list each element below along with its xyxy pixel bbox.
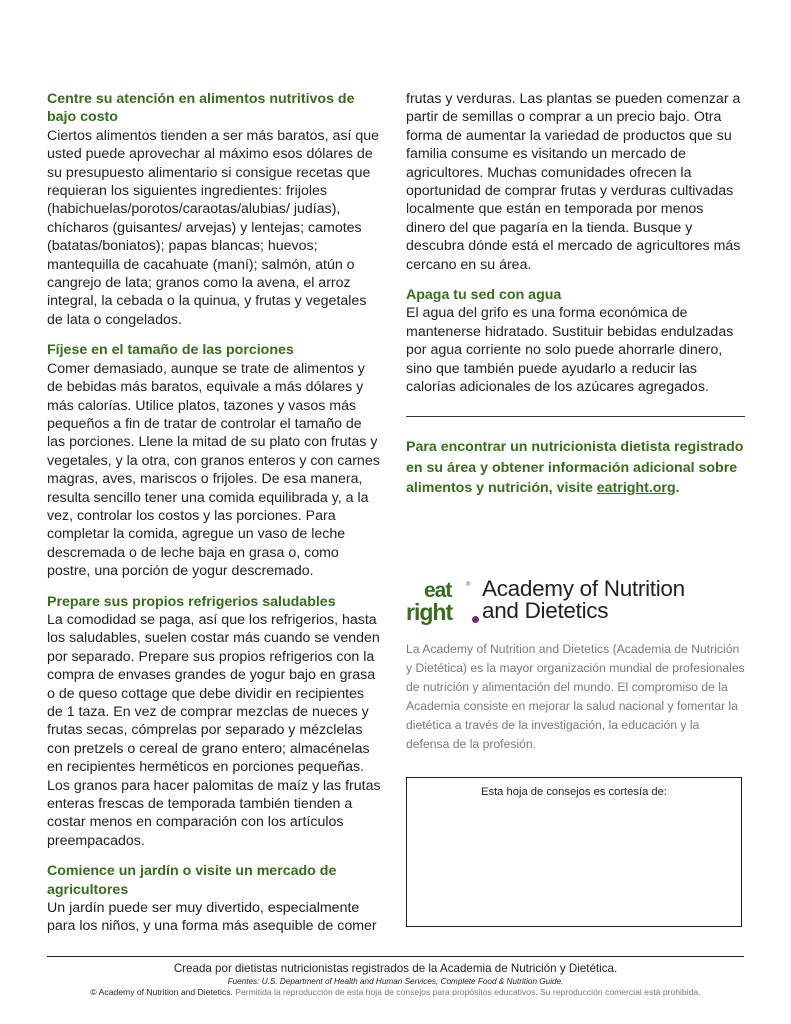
logo-line-2: and Dietetics [482,598,609,623]
footer-divider [47,956,744,957]
section-heading: Apaga tu sed con agua [406,287,562,304]
logo-right-text: right [406,599,453,625]
section-heading: Fíjese en el tamaño de las porciones [47,342,294,359]
section-nutritious-foods [47,90,383,329]
footer-credit: Creada por dietistas nutricionistas registrados de la Academia de Nutrición y Dietética. [173,962,618,975]
section-body: frutas y verduras. Las plantas se pueden comenzar a partir de semillas o comprar a un precio bajo. Otra forma de aumentar la variedad de productos que su familia consume es visitando un mercado de agricultores. Muchas comunidades ofrecen la oportunidad de comprar frutas y verduras cultivadas localmente que están en temporada por menos dinero del que pagaría en la tienda. Busque y descubra dónde está el mercado de agricultores más cercano en su área. [406,91,741,273]
about-academy: La Academy of Nutrition and Dietetics (Academia de Nutrición y Dietética) es la mayor organización mundial de profesionales de nutrición y alimentación del mundo. El compromiso de la Academia consiste en mejorar la salud nacional y fomentar la dietética a través de la investigación, la educación y la defensa de la profesión. [406,642,745,751]
cta-end: . [675,480,680,496]
logo-line-1: Academy of Nutrition [482,576,685,601]
left-column [47,90,383,948]
copyright-owner: © Academy of Nutrition and Dietetics. [90,987,233,997]
courtesy-box [406,777,742,927]
section-heading: Prepare sus propios refrigerios saludables [47,593,336,610]
copyright-notice: Permitida la reproducción de esta hoja de consejos para propósitos educativos. Su reproducción comercial está prohibida. [232,987,701,997]
footer [0,962,791,998]
call-to-action [406,437,746,499]
section-body: Un jardín puede ser muy divertido, especialmente para los niños, y una forma más asequible de comer [47,900,377,935]
eatright-link[interactable]: eatright.org [596,480,676,496]
logo-eat-text: eat [424,579,452,602]
section-water [406,286,746,396]
section-body: El agua del grifo es una forma económica de mantenerse hidratado. Sustituir bebidas endulzadas por agua corriente no solo puede ahorrarle dinero, sino que también puede ayudarlo a reducir las calorías adicionales de los azúcares agregados. [406,305,734,396]
logo-dot-icon [472,616,479,623]
section-heading: Centre su atención en alimentos nutritivos de bajo costo [47,91,355,126]
section-heading: Comience un jardín o visite un mercado de agricultores [47,863,337,898]
registered-mark: ® [466,582,471,588]
courtesy-label: Esta hoja de consejos es cortesía de: [481,786,667,798]
section-garden-market [47,862,383,936]
section-body: La comodidad se paga, así que los refrigerios, hasta los saludables, suelen costar más cuando se venden por separado. Prepare sus propios refrigerios con la compra de envases grandes de yogur bajo en grasa o de queso cottage que debe dividir en recipientes de 1 taza. En vez de comprar mezclas de nueces y frutas secas, cómprelas por separado y mézclelas con pretzels o cereal de grano entero; almacénelas en recipientes herméticos en porciones pequeñas. Los granos para hacer palomitas de maíz y las frutas enteras frescas de temporada también tienden a costar menos en comparación con los artículos preempacados. [47,611,381,849]
section-portion-size [47,341,383,580]
logo-wordmark [482,578,685,622]
section-garden-market-continued [406,90,746,274]
divider [406,416,745,417]
section-body: Ciertos alimentos tienden a ser más baratos, así que usted puede aprovechar al máximo esos dólares de su presupuesto alimentario si consigue recetas que requieran los siguientes ingredientes: frijoles (habichuelas/porotos/caraotas/alubias/ judías), chícharos (guisantes/ arvejas) y lentejas; camotes (batatas/boniatos); papas blancas; huevos; mantequilla de cacahuate (maní); salmón, atún o cangrejo de lata; granos como la avena, el arroz integral, la cebada o la quinua, y frutas y vegetales de lata o congelados. [47,127,379,328]
section-healthy-snacks [47,593,383,851]
eatright-logo-mark [406,580,476,624]
footer-sources: Fuentes: U.S. Department of Health and Human Services, Complete Food & Nutrition Guide. [227,977,564,986]
cta-text: Para encontrar un nutricionista dietista registrado en su área y obtener información adicional sobre alimentos y nutrición, visite [406,439,744,496]
academy-logo [406,578,746,626]
footer-copyright [0,987,791,998]
right-column [406,90,746,409]
section-body: Comer demasiado, aunque se trate de alimentos y de bebidas más baratos, equivale a más dólares y más calorías. Utilice platos, tazones y vasos más pequeños a fin de tratar de controlar el tamaño de las porciones. Llene la mitad de su plato con frutas y vegetales, y la otra, con granos enteros y con carnes magras, aves, mariscos o frijoles. De esa manera, resulta sencillo tener una comida equilibrada y, a la vez, controlar los costos y las porciones. Para completar la comida, agregue un vaso de leche descremada o de leche baja en grasa o, como postre, una porción de yogur descremado. [47,360,380,580]
